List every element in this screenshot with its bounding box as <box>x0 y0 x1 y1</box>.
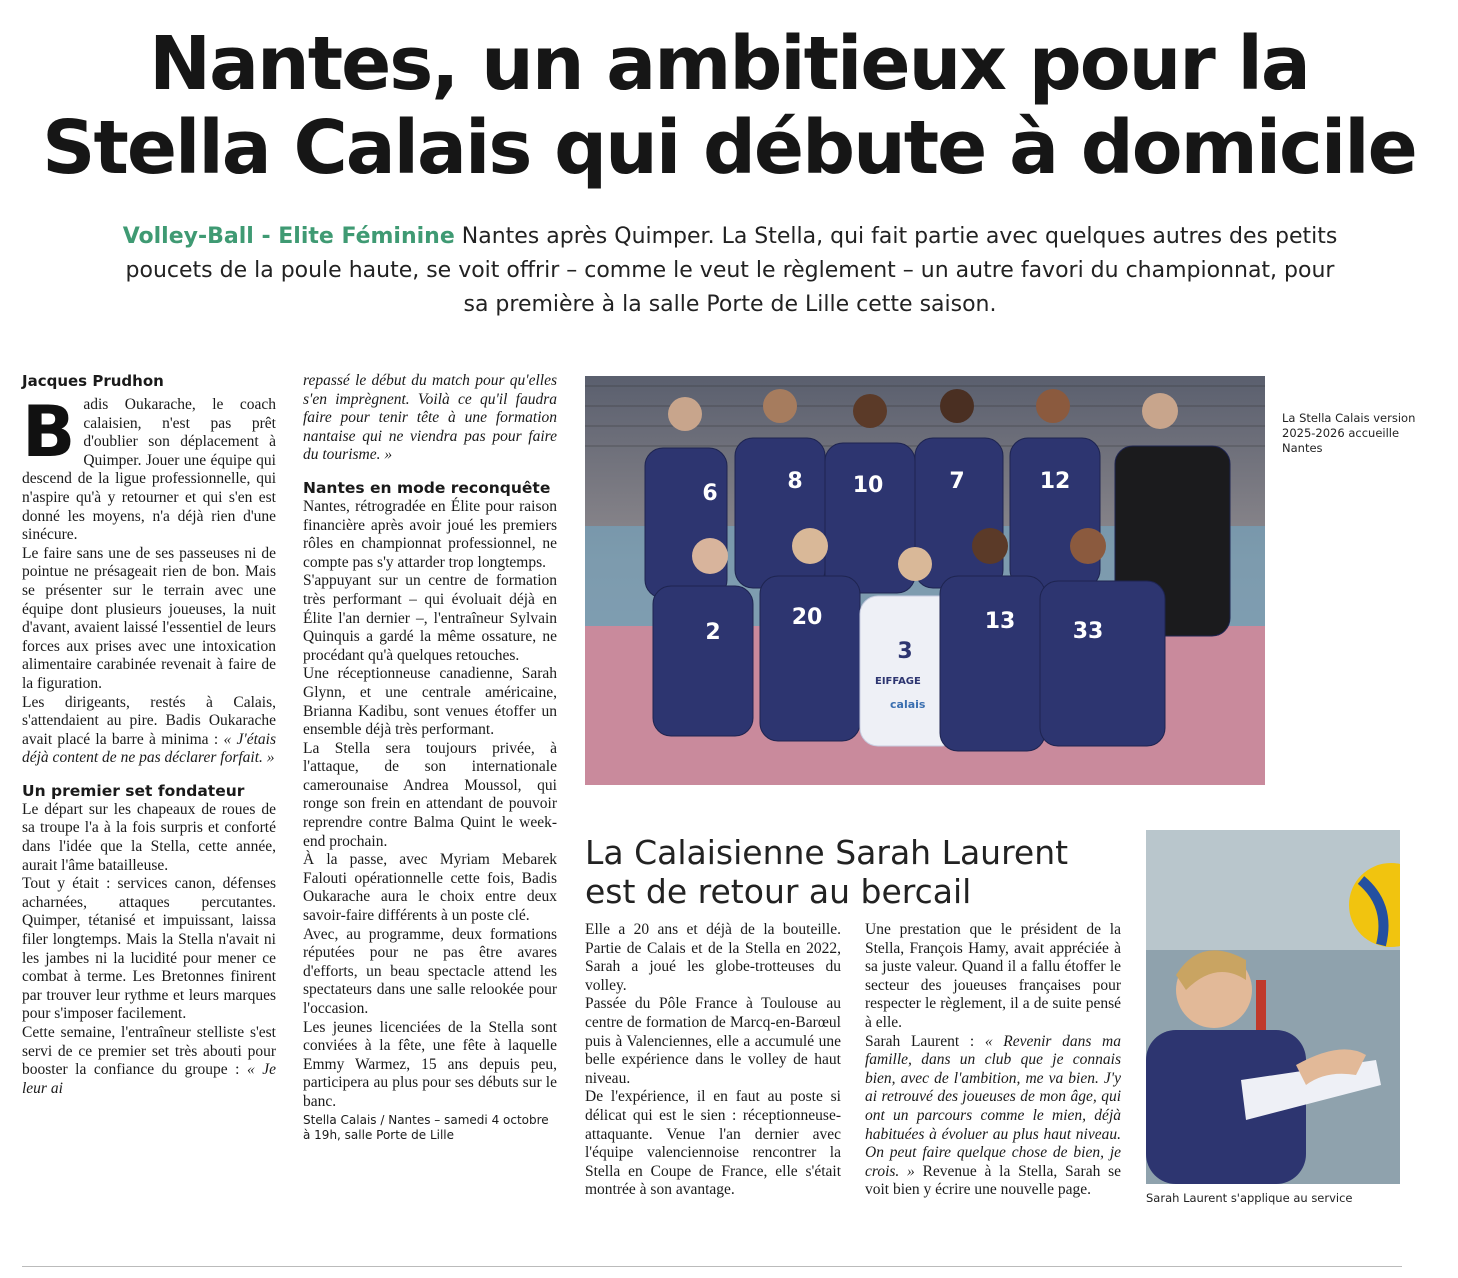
paragraph: Avec, au programme, deux formations réputées pour ne pas être avares d'efforts, un beau spectacle attend les spectateurs dans une salle relookée pour l'occasion. <box>303 925 557 1017</box>
paragraph: Le faire sans une de ses passeuses ni de pointue ne présageait rien de bon. Mais se présenter sur le terrain avec une équipe dont plusieurs joueuses, la nuit d'avant, avaient laissé l'essentiel de leurs forces aux prises avec une intoxication alimentaire carabinée revenait à faire de la figuration. <box>22 544 276 692</box>
paragraph: Tout y était : services canon, défenses acharnées, attaques percutantes. Quimper, tétanisé et impuissant, laissa filer longtemps. Mais la Stella n'avait ni les jambes ni la lucidité pour mener ce combat à terme. Les Bretonnes finirent par trouver leur rythme et leurs marques pour s'imposer facilement. <box>22 875 276 1023</box>
text: Cette semaine, l'entraîneur stelliste s'est servi de ce premier set très abouti pour booster la confiance du groupe : <box>22 1024 276 1079</box>
paragraph: Passée du Pôle France à Toulouse au centre de formation de Marcq-en-Barœul puis à Valenciennes, elle a accumulé une belle expérience dans le volley de haut niveau. <box>585 995 841 1087</box>
paragraph: Une réceptionneuse canadienne, Sarah Glynn, et une centrale américaine, Brianna Kadibu, sont venues étoffer un ensemble déjà très performant. <box>303 665 557 739</box>
paragraph: Les jeunes licenciées de la Stella sont conviées à la fête, une fête à laquelle Emmy Warmez, 15 ans depuis peu, participera au plus pour ses débuts sur le banc. <box>303 1018 557 1110</box>
paragraph: adis Oukarache, le coach calaisien, n'est pas prêt d'oublier son déplacement à Quimper. Jouer une équipe qui descend de la ligue professionnelle, qui n'aspire qu'à y retourner et qui s'en est donné les moyens, n'a déjà rien d'une sinécure. <box>22 396 276 544</box>
text: Les dirigeants, restés à Calais, s'attendaient au pire. Badis Oukarache avait placé la barre à minima : <box>22 693 276 748</box>
paragraph: S'appuyant sur un centre de formation très performant – qui évoluait déjà en Élite l'an dernier –, l'entraîneur Sylvain Quinquis a gardé la même ossature, ne procédant qu'à quelques retouches. <box>303 572 557 664</box>
jersey-number: 12 <box>1039 469 1071 494</box>
jersey-number: 2 <box>705 620 721 645</box>
team-photo-illustration <box>585 376 1265 785</box>
jersey-number: 7 <box>949 469 965 494</box>
paragraph: Nantes, rétrogradée en Élite pour raison financière après avoir joué les premiers rôles en championnat professionnel, ne compte pas s'y attarder trop longtemps. <box>303 497 557 571</box>
player-photo-caption: Sarah Laurent s'applique au service <box>1146 1191 1353 1205</box>
jersey-number: 33 <box>1072 619 1104 644</box>
paragraph: À la passe, avec Myriam Mebarek Falouti opérationnelle cette fois, Badis Oukarache aura le choix entre deux savoir-faire différents à un poste clé. <box>303 851 557 925</box>
sponsor-text: EIFFAGE <box>875 676 921 687</box>
subheading-2: Nantes en mode reconquête <box>303 478 551 497</box>
jersey-number: 13 <box>984 609 1016 634</box>
quote: « J'étais déjà content de ne pas déclarer forfait. » <box>22 730 276 767</box>
drop-cap: B <box>22 391 76 473</box>
paragraph: Elle a 20 ans et déjà de la bouteille. Partie de Calais et de la Stella en 2022, Sarah a joué les globe-trotteuses du volley. <box>585 921 841 994</box>
headline <box>0 22 1458 190</box>
headline-line-1: Nantes, un ambitieux pour la <box>149 21 1309 107</box>
quote: repassé le début du match pour qu'elles s'en imprègnent. Voilà ce qu'il faudra faire pour tenir tête à une formation nantaise qui ne viendra pas pour faire du tourisme. » <box>303 372 557 464</box>
sidebar-column-2 <box>865 921 1121 1200</box>
photo-caption: La Stella Calais version 2025-2026 accueille Nantes <box>1282 411 1416 455</box>
article-column-2 <box>303 372 557 1143</box>
standfirst-text: Nantes après Quimper. La Stella, qui fait partie avec quelques autres des petits poucets de la poule haute, se voit offrir – comme le veut le règlement – un autre favori du championnat, pour sa première à la salle Porte de Lille cette saison. <box>125 224 1338 317</box>
paragraph <box>303 372 557 465</box>
match-info: Stella Calais / Nantes – samedi 4 octobre à 19h, salle Porte de Lille <box>303 1112 549 1142</box>
paragraph: Une prestation que le président de la Stella, François Hamy, avait appréciée à sa juste valeur. Quand il a fallu étoffer le secteur des joueuses françaises pour respecter le règlement, il a de suite pensé à elle. <box>865 921 1121 1031</box>
player-photo-illustration <box>1146 830 1400 1184</box>
headline-line-2: Stella Calais qui débute à domicile <box>42 105 1416 191</box>
paragraph <box>22 1024 276 1098</box>
bottom-rule <box>22 1266 1402 1267</box>
sidebar-headline: La Calaisienne Sarah Laurent est de retour au bercail <box>585 833 1069 911</box>
paragraph <box>865 1033 1121 1200</box>
standfirst <box>120 220 1340 322</box>
jersey-number: 8 <box>787 469 803 494</box>
subheading-1: Un premier set fondateur <box>22 781 245 800</box>
rubric-label: Volley-Ball - Elite Féminine <box>122 224 455 249</box>
jersey-number: 3 <box>897 639 913 664</box>
jersey-number: 20 <box>791 605 823 630</box>
paragraph: Le départ sur les chapeaux de roues de sa troupe l'a à la fois surpris et conforté dans l'idée que la Stella, cette année, aurait l'âme batailleuse. <box>22 800 276 874</box>
jersey-number: 10 <box>852 473 884 498</box>
sidebar-column-1 <box>585 921 841 1200</box>
quote: « Je leur ai <box>22 1061 276 1097</box>
team-photo <box>585 376 1265 785</box>
article-column-1 <box>22 391 276 1098</box>
text: Revenue à la Stella, Sarah se voit bien y écrire une nouvelle page. <box>865 1162 1121 1199</box>
text: Sarah Laurent : <box>865 1032 985 1050</box>
player-photo <box>1146 830 1400 1184</box>
paragraph: La Stella sera toujours privée, à l'attaque, de son internationale camerounaise Andrea Moussol, qui ronge son frein en attendant de pouvoir reprendre contre Balma Quint le week-end prochain. <box>303 739 557 850</box>
byline: Jacques Prudhon <box>22 372 164 390</box>
paragraph <box>22 694 276 768</box>
sponsor-text: calais <box>890 698 926 711</box>
paragraph: De l'expérience, il en faut au poste si délicat qui est le sien : réceptionneuse-attaquante. Venue l'an dernier avec l'équipe valenciennoise rencontrer la Stella en Coupe de France, elle s'était montrée à son avantage. <box>585 1088 841 1199</box>
jersey-number: 6 <box>702 481 718 506</box>
quote: « Revenir dans ma famille, dans un club que je connais bien, avec de l'ambition, me va bien. J'y ai retrouvé des joueuses de mon âge, qui ont un parcours comme le mien, déjà habituées à évoluer au plus haut niveau. On peut faire quelque chose de bien, je crois. » <box>865 1032 1121 1180</box>
